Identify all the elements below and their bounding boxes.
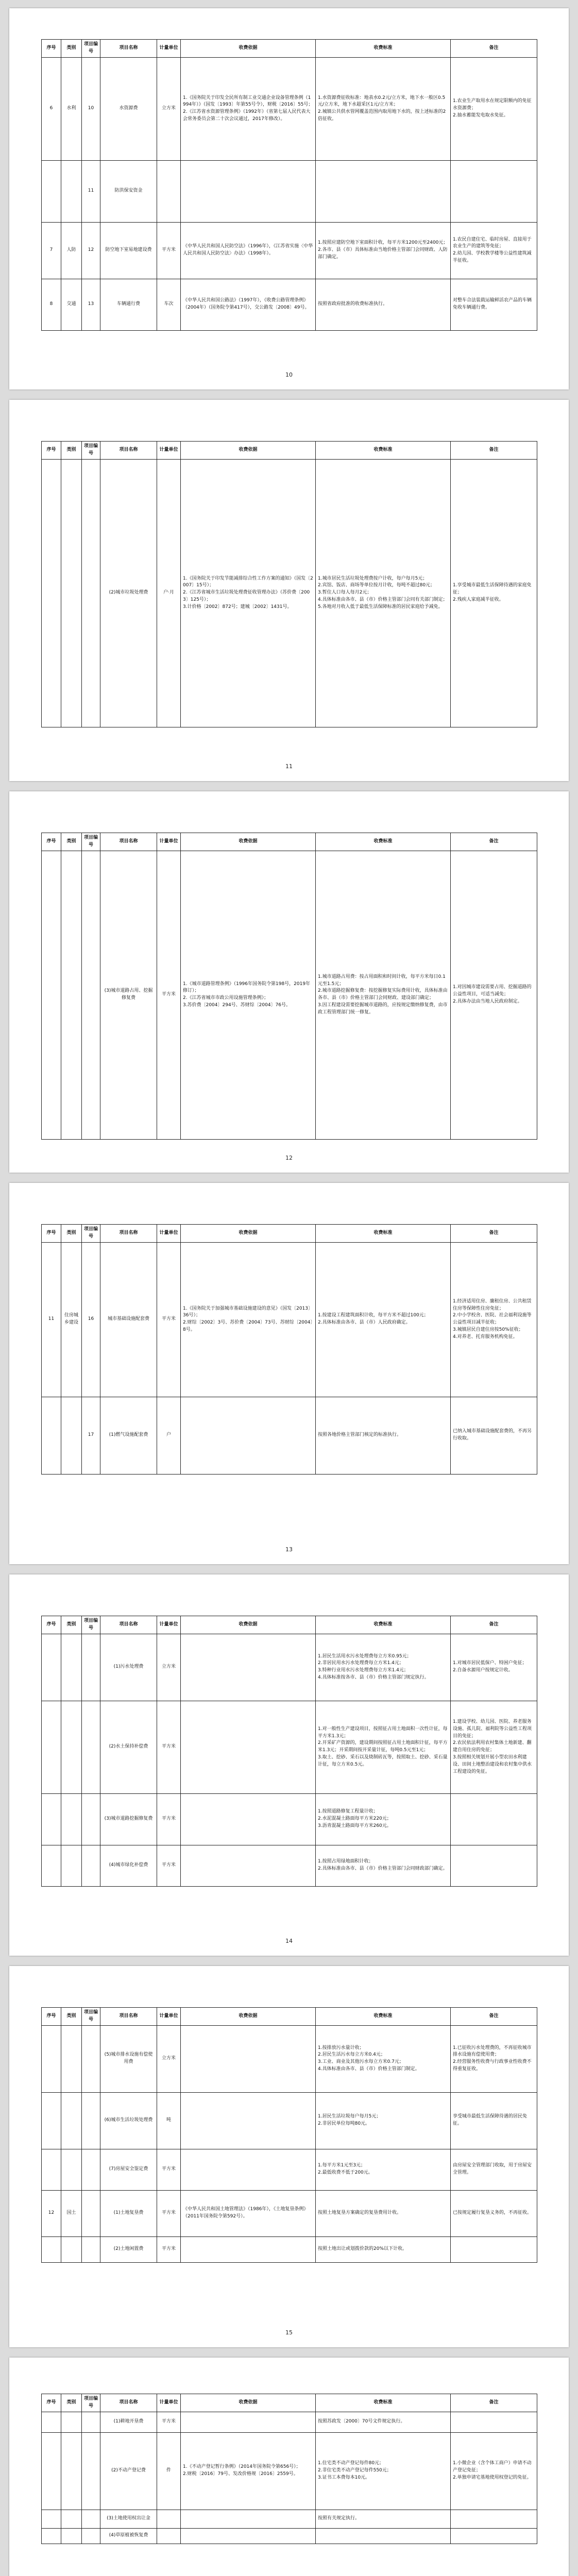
table-cell: 1.农业生产取用水在规定限额内的免征水资源费； 2.抽水蓄能发电取水免征。: [451, 57, 537, 160]
header-cell: 收费标准: [316, 2394, 451, 2412]
table-row: [42, 2092, 537, 2149]
fee-table: [41, 2394, 537, 2544]
table-cell: 11: [42, 1242, 61, 1397]
document-page: [9, 400, 569, 781]
header-cell: 项目名称: [100, 1616, 157, 1634]
header-cell: 项目名称: [100, 2008, 157, 2026]
table-cell: 立方米: [157, 1634, 181, 1701]
table-cell: 平方米: [157, 1793, 181, 1845]
header-cell: 项目名称: [100, 442, 157, 460]
table-cell: [82, 1845, 100, 1886]
header-cell: 类别: [61, 833, 82, 851]
table-cell: 1.每平方米1元至3元； 2.最低收费不低于200元。: [316, 2149, 451, 2190]
table-row: [42, 2412, 537, 2432]
header-cell: 序号: [42, 1225, 61, 1243]
table-row: [42, 279, 537, 330]
table-cell: 17: [82, 1397, 100, 1474]
table-row: [42, 1242, 537, 1397]
header-cell: 计量单位: [157, 2394, 181, 2412]
table-cell: [42, 160, 61, 222]
table-row: [42, 222, 537, 279]
table-cell: 1.水资源费征收标准：地表水0.2元/立方米，地下水一般区0.5元/立方米，地下水超采区1元/立方米； 2.城镇公共供水管网覆盖范围内取用地下水的，按上述标准的2倍征收。: [316, 57, 451, 160]
table-cell: 平方米: [157, 2149, 181, 2190]
table-cell: [42, 2412, 61, 2432]
table-cell: [61, 2149, 82, 2190]
table-cell: (4)草原植被恢复费: [100, 2528, 157, 2544]
table-cell: (6)城市生活垃圾处理费: [100, 2092, 157, 2149]
table-cell: 户·月: [157, 459, 181, 727]
table-cell: [42, 2236, 61, 2262]
table-cell: [61, 2528, 82, 2544]
table-cell: [157, 2528, 181, 2544]
header-cell: 收费标准: [316, 40, 451, 58]
table-cell: [61, 2236, 82, 2262]
table-cell: [82, 1634, 100, 1701]
table-cell: [181, 1793, 316, 1845]
table-cell: (2)不动产登记费: [100, 2432, 157, 2510]
header-cell: 项目编号: [82, 1616, 100, 1634]
table-cell: [451, 2510, 537, 2528]
document-page: [9, 1574, 569, 1956]
table-cell: [181, 1634, 316, 1701]
table-cell: [82, 1793, 100, 1845]
table-cell: (3)土地使用权出让金: [100, 2510, 157, 2528]
table-cell: [181, 2528, 316, 2544]
table-cell: [181, 2092, 316, 2149]
table-cell: 1.按排放污水量计收； 2.居民生活污水每立方米0.4元； 3.工业、商业及其他污水每立方米0.7元； 4.具体标准由各市、县（市）价格主管部门制定。: [316, 2025, 451, 2092]
table-cell: 1.按照道路修复工程量计收； 2.水泥混凝土路面每平方米220元； 3.沥青混凝土路面每平方米260元。: [316, 1793, 451, 1845]
table-cell: 人防: [61, 222, 82, 279]
table-cell: 11: [82, 160, 100, 222]
table-cell: 8: [42, 279, 61, 330]
table-cell: [451, 160, 537, 222]
table-cell: 7: [42, 222, 61, 279]
table-cell: 车辆通行费: [100, 279, 157, 330]
table-header-row: [42, 833, 537, 851]
table-row: [42, 1397, 537, 1474]
table-cell: 1.享受城市最低生活保障待遇的家庭免征； 2.残疾人家庭减半征收。: [451, 459, 537, 727]
table-cell: (1)耕地开垦费: [100, 2412, 157, 2432]
header-cell: 序号: [42, 833, 61, 851]
table-row: [42, 1634, 537, 1701]
table-cell: (7)房屋安全鉴定费: [100, 2149, 157, 2190]
table-cell: [42, 1701, 61, 1793]
table-cell: 按照土地复垦方案确定的复垦费用计收。: [316, 2190, 451, 2236]
table-cell: [61, 2432, 82, 2510]
table-cell: [82, 459, 100, 727]
header-cell: 序号: [42, 40, 61, 58]
table-cell: 水利: [61, 57, 82, 160]
page-number: 15: [285, 2329, 293, 2336]
table-cell: 1.《国务院关于印发全民所有制工业交通企业设备管理条例（1994年）》（国发〔1993〕年第55号令），财税〔2016〕55号； 2.《江苏省水资源管理条例》（1992年）（省第七届人民代表大会常务委员会第二十次会议通过，2017年修改）。: [181, 57, 316, 160]
header-cell: 备注: [451, 40, 537, 58]
table-cell: 平方米: [157, 1845, 181, 1886]
table-cell: 1.对城市居民低保户、特困户免征； 2.自备水源用户按规定计收。: [451, 1634, 537, 1701]
table-cell: (1)燃气设施配套费: [100, 1397, 157, 1474]
table-cell: [61, 2092, 82, 2149]
table-cell: 件: [157, 2432, 181, 2510]
header-cell: 项目名称: [100, 2394, 157, 2412]
document-page: [9, 2358, 569, 2576]
table-cell: 平方米: [157, 2190, 181, 2236]
table-cell: 1.《国务院关于印发节能减排综合性工作方案的通知》（国发〔2007〕15号）； 2.《江苏省城市生活垃圾处理费征收管理办法》（苏价费〔2003〕125号）； 3.计价格〔2002〕872号；建城〔2002〕1431号。: [181, 459, 316, 727]
table-cell: 水资源费: [100, 57, 157, 160]
table-cell: [316, 2528, 451, 2544]
table-row: [42, 160, 537, 222]
table-cell: 《中华人民共和国土地管理法》（1986年），《土地复垦条例》（2011年国务院令第592号）。: [181, 2190, 316, 2236]
table-cell: [82, 2190, 100, 2236]
fee-table: [41, 2007, 537, 2263]
table-cell: 1.住宅类不动产登记每件80元； 2.非住宅类不动产登记每件550元； 3.证书工本费每本10元。: [316, 2432, 451, 2510]
table-cell: 1.《城市道路管理条例》（1996年国务院令第198号，2019年修订）； 2.《江苏省城市市政公用设施管理条例》； 3.苏价费〔2004〕294号、苏财综〔2004〕76号。: [181, 851, 316, 1139]
table-cell: [42, 1845, 61, 1886]
table-cell: [82, 2510, 100, 2528]
table-cell: [316, 160, 451, 222]
table-cell: 按照各地价格主管部门核定的标准执行。: [316, 1397, 451, 1474]
header-cell: 计量单位: [157, 1225, 181, 1243]
header-cell: 项目名称: [100, 40, 157, 58]
header-cell: 项目名称: [100, 833, 157, 851]
table-cell: [61, 1634, 82, 1701]
header-cell: 项目编号: [82, 40, 100, 58]
table-cell: [181, 160, 316, 222]
table-cell: 16: [82, 1242, 100, 1397]
table-cell: 1.已征收污水处理费的，不再征收城市排水设施有偿使用费； 2.经营服务性收费与行政事业性收费不得重复征收。: [451, 2025, 537, 2092]
table-cell: 1.对因城市建设需要占用、挖掘道路的公益性项目，可适当减免； 2.具体办法由当地人民政府制定。: [451, 851, 537, 1139]
table-cell: 城市基础设施配套费: [100, 1242, 157, 1397]
table-row: [42, 57, 537, 160]
table-cell: 车次: [157, 279, 181, 330]
table-cell: 平方米: [157, 1242, 181, 1397]
header-cell: 收费依据: [181, 2394, 316, 2412]
document-page: [9, 1966, 569, 2347]
header-cell: 备注: [451, 833, 537, 851]
table-cell: 防洪保安资金: [100, 160, 157, 222]
header-cell: 收费依据: [181, 833, 316, 851]
table-header-row: [42, 1616, 537, 1634]
header-cell: 类别: [61, 1225, 82, 1243]
table-cell: (5)城市排水设施有偿使用费: [100, 2025, 157, 2092]
page-number: 11: [285, 763, 293, 770]
document-page: [9, 791, 569, 1173]
table-cell: 1.建设学校、幼儿园、医院、养老服务设施、孤儿院、福利院等公益性工程项目的免征； 2.农民依法利用农村集体土地新建、翻建自用住房的免征； 3.按照相关规划开展小型农田水利建设、田间土地整治建设和农村集中供水工程建设的免征。: [451, 1701, 537, 1793]
table-row: [42, 2510, 537, 2528]
table-cell: (1)污水处理费: [100, 1634, 157, 1701]
page-number: 12: [285, 1155, 293, 1161]
table-cell: [451, 1793, 537, 1845]
header-cell: 收费标准: [316, 442, 451, 460]
header-cell: 计量单位: [157, 1616, 181, 1634]
header-cell: 收费标准: [316, 1225, 451, 1243]
table-cell: 享受城市最低生活保障待遇的居民免征。: [451, 2092, 537, 2149]
table-cell: 按照苏政发〔2000〕70号文件规定执行。: [316, 2412, 451, 2432]
table-cell: [181, 2149, 316, 2190]
header-cell: 项目编号: [82, 833, 100, 851]
table-cell: 按照土地出让或划拨价款的20%以下计收。: [316, 2236, 451, 2262]
table-cell: [61, 851, 82, 1139]
header-cell: 序号: [42, 2008, 61, 2026]
table-cell: [61, 2025, 82, 2092]
header-cell: 项目编号: [82, 2008, 100, 2026]
header-cell: 项目编号: [82, 442, 100, 460]
table-cell: [61, 2412, 82, 2432]
page-number: 13: [285, 1546, 293, 1553]
table-cell: [181, 1845, 316, 1886]
table-cell: (3)城市道路挖掘修复费: [100, 1793, 157, 1845]
table-cell: 平方米: [157, 222, 181, 279]
header-cell: 备注: [451, 442, 537, 460]
table-cell: 交通: [61, 279, 82, 330]
table-cell: [181, 2412, 316, 2432]
table-cell: [157, 2510, 181, 2528]
header-cell: 收费依据: [181, 1616, 316, 1634]
table-cell: 1.城市居民生活垃圾处理费按户计收，每户每月5元； 2.宾馆、饭店、商场等单位按月计收，每吨不超过80元； 3.暂住人口每人每月2元； 4.具体标准由各市、县（市）价格主管部门会同有关部门制定； 5.各地对月收入低于最低生活保障标准的居民家庭给予减免。: [316, 459, 451, 727]
table-row: [42, 1793, 537, 1845]
header-cell: 项目编号: [82, 1225, 100, 1243]
header-cell: 类别: [61, 40, 82, 58]
table-cell: 1.居民生活用水污水处理费每立方米0.95元； 2.非居民用水污水处理费每立方米1.4元； 3.特种行业用水污水处理费每立方米1.4元； 4.具体标准按各市、县（市）价格主管部门规定执行。: [316, 1634, 451, 1701]
table-cell: 对整车合法装载运输鲜活农产品的车辆免收车辆通行费。: [451, 279, 537, 330]
table-cell: 按照省政府批准的收费标准执行。: [316, 279, 451, 330]
table-header-row: [42, 442, 537, 460]
table-cell: [181, 1397, 316, 1474]
table-cell: (2)土地闲置费: [100, 2236, 157, 2262]
table-header-row: [42, 2008, 537, 2026]
table-cell: (4)城市绿化补偿费: [100, 1845, 157, 1886]
header-cell: 类别: [61, 1616, 82, 1634]
header-cell: 收费依据: [181, 2008, 316, 2026]
table-cell: 13: [82, 279, 100, 330]
header-cell: 收费依据: [181, 442, 316, 460]
table-cell: [82, 2149, 100, 2190]
table-cell: [82, 2236, 100, 2262]
table-cell: [42, 2528, 61, 2544]
fee-table: [41, 441, 537, 727]
header-cell: 计量单位: [157, 40, 181, 58]
table-cell: 12: [82, 222, 100, 279]
table-row: [42, 1701, 537, 1793]
header-cell: 备注: [451, 1616, 537, 1634]
header-cell: 收费标准: [316, 833, 451, 851]
table-cell: [181, 2025, 316, 2092]
fee-table: [41, 39, 537, 331]
fee-table: [41, 833, 537, 1140]
table-cell: 立方米: [157, 57, 181, 160]
table-cell: [451, 2528, 537, 2544]
header-cell: 类别: [61, 442, 82, 460]
table-cell: 已按规定履行复垦义务的，不再征收。: [451, 2190, 537, 2236]
table-cell: [451, 2236, 537, 2262]
table-cell: 平方米: [157, 851, 181, 1139]
header-cell: 计量单位: [157, 2008, 181, 2026]
table-cell: 1.对一般性生产建设项目，按照征占用土地面积一次性计征，每平方米1.3元； 2.开采矿产资源的，建设期间按照征占用土地面积计征，每平方米1.3元；开采期间按开采量计征，每吨0.5元至1元； 3.取土、挖砂、采石以及烧制砖瓦等，按照取土、挖砂、采石量计征，每立方米0.5元。: [316, 1701, 451, 1793]
table-cell: [42, 2025, 61, 2092]
page-number: 10: [285, 371, 293, 378]
table-cell: 1.居民生活垃圾每户每月5元； 2.非居民单位每吨80元。: [316, 2092, 451, 2149]
table-cell: [42, 459, 61, 727]
table-cell: [42, 2149, 61, 2190]
fee-table: [41, 1616, 537, 1887]
table-cell: [42, 2432, 61, 2510]
table-cell: 平方米: [157, 1701, 181, 1793]
table-cell: [42, 2092, 61, 2149]
table-cell: [61, 1845, 82, 1886]
table-cell: 户: [157, 1397, 181, 1474]
header-cell: 计量单位: [157, 833, 181, 851]
header-cell: 计量单位: [157, 442, 181, 460]
table-cell: [82, 2025, 100, 2092]
table-cell: [451, 2412, 537, 2432]
table-cell: 由房屋安全管理部门收取，用于房屋安全管理。: [451, 2149, 537, 2190]
table-cell: 1.《国务院关于加强城市基础设施建设的意见》（国发〔2013〕36号）； 2.财综〔2002〕3号、苏价费〔2004〕73号、苏财综〔2004〕8号。: [181, 1242, 316, 1397]
header-cell: 收费标准: [316, 2008, 451, 2026]
table-cell: [82, 2528, 100, 2544]
table-cell: 10: [82, 57, 100, 160]
table-cell: [181, 2510, 316, 2528]
table-row: [42, 2149, 537, 2190]
table-cell: (3)城市道路占用、挖掘修复费: [100, 851, 157, 1139]
table-cell: 立方米: [157, 2025, 181, 2092]
header-cell: 备注: [451, 2394, 537, 2412]
table-cell: 国土: [61, 2190, 82, 2236]
fee-table: [41, 1224, 537, 1475]
header-cell: 类别: [61, 2394, 82, 2412]
table-cell: [61, 459, 82, 727]
table-cell: [181, 1701, 316, 1793]
table-cell: [42, 1634, 61, 1701]
table-cell: [157, 160, 181, 222]
table-cell: 已纳入城市基础设施配套费的，不再另行收取。: [451, 1397, 537, 1474]
table-cell: 《中华人民共和国公路法》（1997年），《收费公路管理条例》（2004年）（国务院令第417号），交公路发〔2008〕49号。: [181, 279, 316, 330]
table-cell: 6: [42, 57, 61, 160]
header-cell: 备注: [451, 1225, 537, 1243]
table-cell: 1.《不动产登记暂行条例》（2014年国务院令第656号）； 2.财税〔2016〕79号、发改价格规〔2016〕2559号。: [181, 2432, 316, 2510]
table-cell: 1.按建设工程建筑面积计收，每平方米不超过100元； 2.具体标准由各市、县（市）人民政府确定。: [316, 1242, 451, 1397]
table-row: [42, 2528, 537, 2544]
header-cell: 序号: [42, 2394, 61, 2412]
table-cell: 平方米: [157, 2412, 181, 2432]
table-row: [42, 851, 537, 1139]
header-cell: 序号: [42, 1616, 61, 1634]
table-cell: [82, 2092, 100, 2149]
table-cell: [82, 851, 100, 1139]
table-header-row: [42, 2394, 537, 2412]
document-page: [9, 1183, 569, 1564]
table-cell: [61, 1701, 82, 1793]
table-cell: [61, 1793, 82, 1845]
table-cell: 12: [42, 2190, 61, 2236]
table-cell: [61, 2510, 82, 2528]
table-header-row: [42, 1225, 537, 1243]
table-cell: [451, 1845, 537, 1886]
table-cell: (1)土地复垦费: [100, 2190, 157, 2236]
table-row: [42, 459, 537, 727]
table-cell: 住房城乡建设: [61, 1242, 82, 1397]
table-cell: 1.按照应建防空地下室面积计收，每平方米1200元至2400元； 2.各市、县（市）具体标准由当地价格主管部门会同财政、人防部门确定。: [316, 222, 451, 279]
table-row: [42, 1845, 537, 1886]
table-cell: 平方米: [157, 2236, 181, 2262]
table-cell: (2)水土保持补偿费: [100, 1701, 157, 1793]
table-cell: [42, 1793, 61, 1845]
table-cell: 按照有关规定执行。: [316, 2510, 451, 2528]
header-cell: 收费依据: [181, 40, 316, 58]
header-cell: 项目编号: [82, 2394, 100, 2412]
table-row: [42, 2190, 537, 2236]
table-cell: 吨: [157, 2092, 181, 2149]
header-cell: 类别: [61, 2008, 82, 2026]
table-row: [42, 2236, 537, 2262]
table-cell: 《中华人民共和国人民防空法》（1996年），《江苏省实施〈中华人民共和国人民防空法〉办法》（1998年）。: [181, 222, 316, 279]
table-cell: [42, 2510, 61, 2528]
header-cell: 序号: [42, 442, 61, 460]
table-cell: [82, 2432, 100, 2510]
table-cell: 1.经济适用住房、廉租住房、公共租赁住房等保障性住房免征； 2.中小学校舍、医院、社会福利设施等公益性项目减半征收； 3.城镇居民自建住房按50%征收； 4.对养老、托育服务机构免征。: [451, 1242, 537, 1397]
table-row: [42, 2432, 537, 2510]
table-cell: [42, 851, 61, 1139]
table-cell: (2)城市垃圾处理费: [100, 459, 157, 727]
table-cell: 1.城市道路占用费：按占用面积和时间计收，每平方米每日0.1元至1.5元； 2.城市道路挖掘修复费：按挖掘修复实际费用计收，具体标准由各市、县（市）价格主管部门会同财政、建设部门确定； 3.因工程建设需要挖掘城市道路的，应按规定缴纳修复费，由市政工程管理部门统一修复。: [316, 851, 451, 1139]
table-cell: [82, 2412, 100, 2432]
table-cell: 1.农民自建住宅、临时房屋、直接用于农业生产的建筑等免征； 2.幼儿园、学校教学楼等公益性建筑减半征收。: [451, 222, 537, 279]
table-cell: [82, 1701, 100, 1793]
page-number: 14: [285, 1938, 293, 1944]
header-cell: 收费依据: [181, 1225, 316, 1243]
table-header-row: [42, 40, 537, 58]
header-cell: 项目名称: [100, 1225, 157, 1243]
table-cell: [61, 160, 82, 222]
table-cell: [61, 1397, 82, 1474]
table-cell: [181, 2236, 316, 2262]
header-cell: 备注: [451, 2008, 537, 2026]
table-cell: 1.按照占用绿地面积计收； 2.具体标准由各市、县（市）价格主管部门会同财政部门确定。: [316, 1845, 451, 1886]
table-cell: 防空地下室易地建设费: [100, 222, 157, 279]
table-row: [42, 2025, 537, 2092]
table-cell: 1.小微企业（含个体工商户）申请不动产登记免征； 2.单独申请宅基地使用权登记的免征。: [451, 2432, 537, 2510]
header-cell: 收费标准: [316, 1616, 451, 1634]
document-page: [9, 8, 569, 389]
table-cell: [42, 1397, 61, 1474]
